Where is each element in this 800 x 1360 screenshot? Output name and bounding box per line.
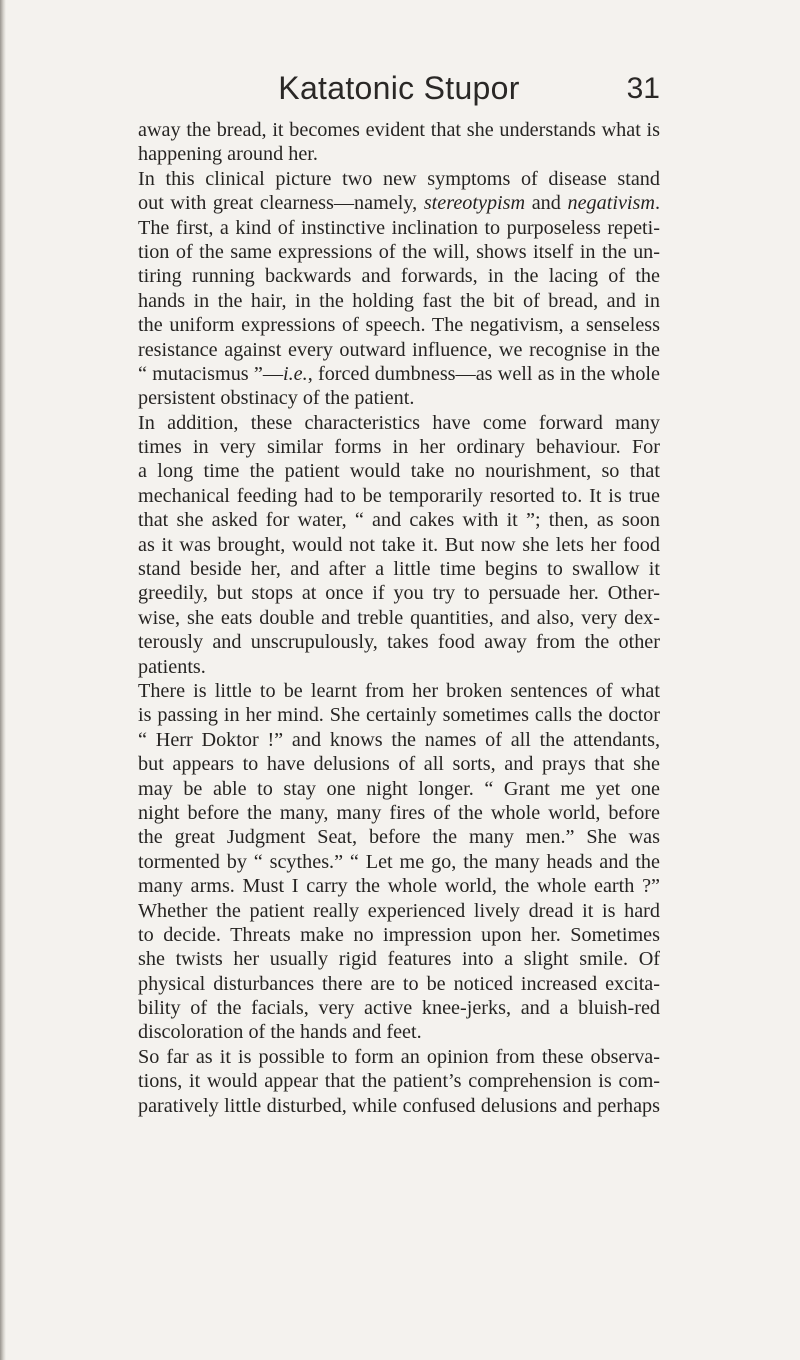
text-line: In addition, these characteristics have come forward many: [138, 411, 660, 434]
text-line: is passing in her mind. She certainly sometimes calls the doctor: [138, 704, 660, 727]
text-line: patients.: [138, 655, 206, 678]
text-line: may be able to stay one night longer. “ Grant me yet one: [138, 777, 660, 800]
text-line: a long time the patient would take no nourishment, so that: [138, 460, 660, 483]
text-line: greedily, but stops at once if you try to persuade her. Other-: [138, 582, 660, 605]
text-line: tiring running backwards and forwards, in the lacing of the: [138, 265, 660, 288]
page-number: 31: [626, 72, 660, 105]
text-line: times in very similar forms in her ordinary behaviour. For: [138, 436, 660, 459]
term-negativism: negativism: [567, 192, 655, 215]
text-line: as it was brought, would not take it. But now she lets her food: [138, 533, 660, 556]
text-line: many arms. Must I carry the whole world, the whole earth ?”: [138, 875, 660, 898]
text-span: out with great clearness—namely,: [138, 192, 424, 215]
text-line: tormented by “ scythes.” “ Let me go, the many heads and the: [138, 850, 660, 873]
text-line: wise, she eats double and treble quantities, and also, very dex-: [138, 606, 660, 629]
text-line: The first, a kind of instinctive inclination to purposeless repeti-: [138, 216, 660, 239]
text-line: bility of the facials, very active knee-jerks, and a bluish-red: [138, 997, 660, 1020]
text-line: tions, it would appear that the patient’s comprehension is com-: [138, 1070, 660, 1093]
text-span: “ mutacismus ”—: [138, 362, 284, 385]
text-line: There is little to be learnt from her broken sentences of what: [138, 679, 660, 702]
body-text: [138, 118, 660, 1118]
text-span: and: [525, 192, 568, 215]
text-line: [138, 362, 660, 386]
text-line: she twists her usually rigid features into a slight smile. Of: [138, 948, 660, 971]
text-span: , forced dumbness—as well as in the whole: [307, 362, 660, 385]
term-ie: i.e.: [283, 362, 308, 385]
text-line: the great Judgment Seat, before the many men.” She was: [138, 826, 660, 849]
text-line: paratively little disturbed, while confused delusions and perhaps: [138, 1094, 660, 1117]
page-edge-shadow: [0, 0, 6, 1360]
text-line: that she asked for water, “ and cakes with it ”; then, as soon: [138, 509, 660, 532]
text-line: So far as it is possible to form an opinion from these observa-: [138, 1045, 660, 1068]
text-line: the uniform expressions of speech. The negativism, a senseless: [138, 314, 660, 337]
text-line: night before the many, many fires of the whole world, before: [138, 801, 660, 824]
text-line: away the bread, it becomes evident that she understands what is: [138, 119, 660, 141]
text-line: discoloration of the hands and feet.: [138, 1021, 422, 1044]
text-line: In this clinical picture two new symptoms of disease stand: [138, 167, 660, 190]
text-line: hands in the hair, in the holding fast the bit of bread, and in: [138, 289, 660, 312]
text-line: resistance against every outward influence, we recognise in the: [138, 338, 660, 361]
text-line: to decide. Threats make no impression upon her. Sometimes: [138, 923, 660, 946]
term-stereotypism: stereotypism: [423, 192, 526, 215]
text-line: stand beside her, and after a little time begins to swallow it: [138, 558, 660, 581]
page-header: [138, 70, 660, 110]
text-line: “ Herr Doktor !” and knows the names of all the attendants,: [138, 728, 660, 751]
text-line: terously and unscrupulously, takes food away from the other: [138, 631, 660, 654]
text-line: persistent obstinacy of the patient.: [138, 387, 415, 410]
text-line: mechanical feeding had to be temporarily resorted to. It is true: [138, 484, 660, 507]
text-span: .: [654, 192, 660, 215]
text-line: but appears to have delusions of all sorts, and prays that she: [138, 753, 660, 776]
running-title: Katatonic Stupor: [278, 70, 520, 106]
text-line: tion of the same expressions of the will, shows itself in the un-: [138, 240, 660, 263]
text-line: Whether the patient really experienced lively dread it is hard: [138, 899, 660, 922]
text-line: physical disturbances there are to be noticed increased excita-: [138, 972, 660, 995]
text-line: happening around her.: [138, 143, 318, 166]
text-line: [138, 191, 660, 215]
